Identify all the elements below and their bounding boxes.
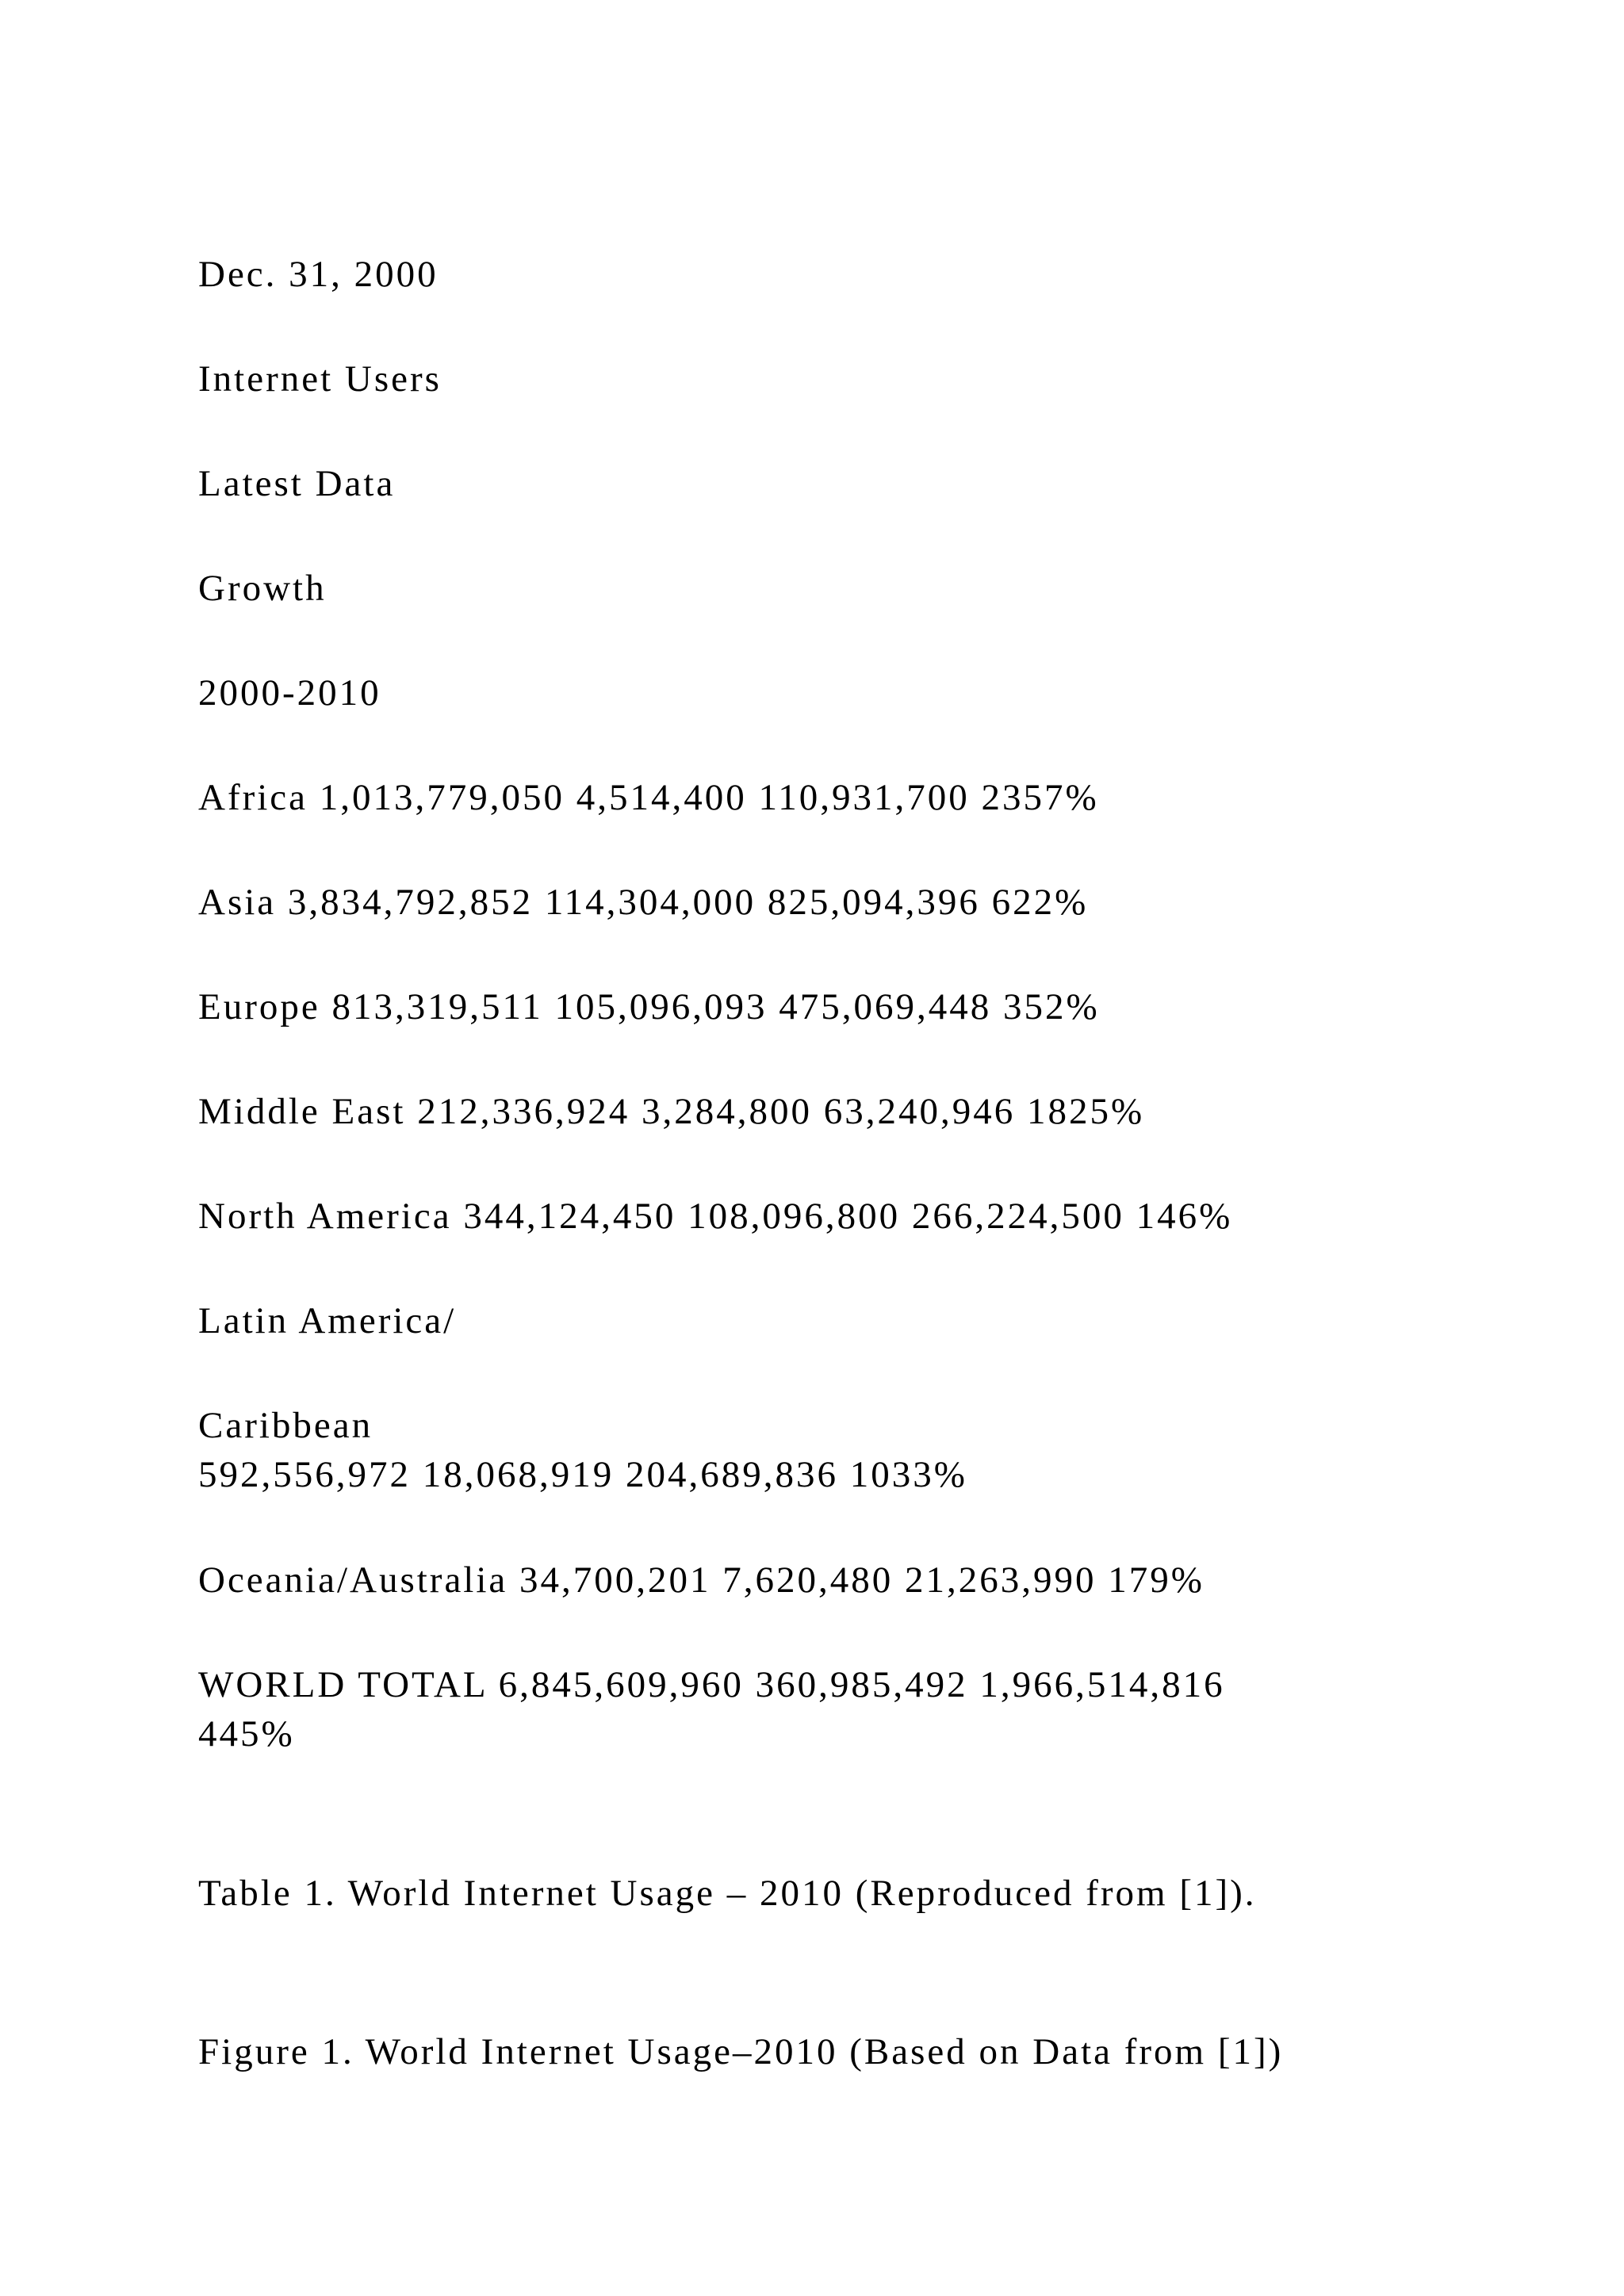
users-2000: 105,096,093 [554, 986, 768, 1027]
table-row-world-total-growth [198, 1709, 295, 1758]
region-name: Asia [198, 882, 277, 923]
header-internet-users: Internet Users [198, 358, 442, 400]
header-latest-data: Latest Data [198, 463, 396, 504]
table-row-latin-america-label [198, 1296, 456, 1345]
table-row-world-total [198, 1660, 1225, 1709]
table-row-europe [198, 982, 1100, 1031]
users-latest: 1,966,514,816 [979, 1664, 1225, 1705]
header-period: 2000-2010 [198, 672, 381, 714]
region-name: WORLD TOTAL [198, 1664, 487, 1705]
table-row-caribbean-label [198, 1401, 373, 1450]
figure-caption: Figure 1. World Internet Usage–2010 (Based on Data from [1]) [198, 2031, 1284, 2072]
table-row-latin-america-values [198, 1450, 967, 1499]
users-2000: 4,514,400 [576, 777, 747, 818]
users-2000: 7,620,480 [722, 1559, 894, 1601]
users-2000: 114,304,000 [544, 882, 756, 923]
population: 3,834,792,852 [287, 882, 534, 923]
region-name: Europe [198, 986, 320, 1027]
users-latest: 63,240,946 [823, 1091, 1016, 1132]
users-latest: 110,931,700 [758, 777, 970, 818]
users-2000: 3,284,800 [641, 1091, 812, 1132]
table-row-north-america [198, 1192, 1232, 1241]
users-latest: 266,224,500 [911, 1196, 1124, 1237]
growth-value: 445% [198, 1713, 295, 1755]
region-name: North America [198, 1196, 452, 1237]
header-date: Dec. 31, 2000 [198, 254, 439, 295]
region-name: Africa [198, 777, 308, 818]
population: 813,319,511 [331, 986, 543, 1027]
users-latest: 475,069,448 [779, 986, 992, 1027]
growth-value: 2357% [981, 777, 1099, 818]
region-name: Middle East [198, 1091, 406, 1132]
population: 1,013,779,050 [319, 777, 565, 818]
table-caption: Table 1. World Internet Usage – 2010 (Reproduced from [1]). [198, 1873, 1257, 1914]
growth-value: 622% [991, 882, 1089, 923]
users-latest: 21,263,990 [905, 1559, 1097, 1601]
header-growth: Growth [198, 568, 327, 609]
growth-value: 146% [1136, 1196, 1233, 1237]
table-row-oceania-australia [198, 1556, 1205, 1605]
users-latest: 204,689,836 [626, 1454, 838, 1495]
table-row-asia [198, 878, 1088, 927]
population: 212,336,924 [417, 1091, 630, 1132]
table-row-africa [198, 773, 1099, 822]
growth-value: 352% [1003, 986, 1100, 1027]
population: 6,845,609,960 [498, 1664, 744, 1705]
table-row-middle-east [198, 1087, 1144, 1136]
growth-value: 179% [1108, 1559, 1205, 1601]
population: 34,700,201 [519, 1559, 711, 1601]
population: 592,556,972 [198, 1454, 411, 1495]
population: 344,124,450 [463, 1196, 676, 1237]
region-name: Latin America/ [198, 1300, 457, 1341]
growth-value: 1033% [849, 1454, 967, 1495]
users-2000: 18,068,919 [422, 1454, 615, 1495]
region-name: Caribbean [198, 1405, 373, 1446]
users-latest: 825,094,396 [767, 882, 980, 923]
region-name: Oceania/Australia [198, 1559, 508, 1601]
growth-value: 1825% [1026, 1091, 1145, 1132]
users-2000: 360,985,492 [755, 1664, 968, 1705]
users-2000: 108,096,800 [688, 1196, 901, 1237]
